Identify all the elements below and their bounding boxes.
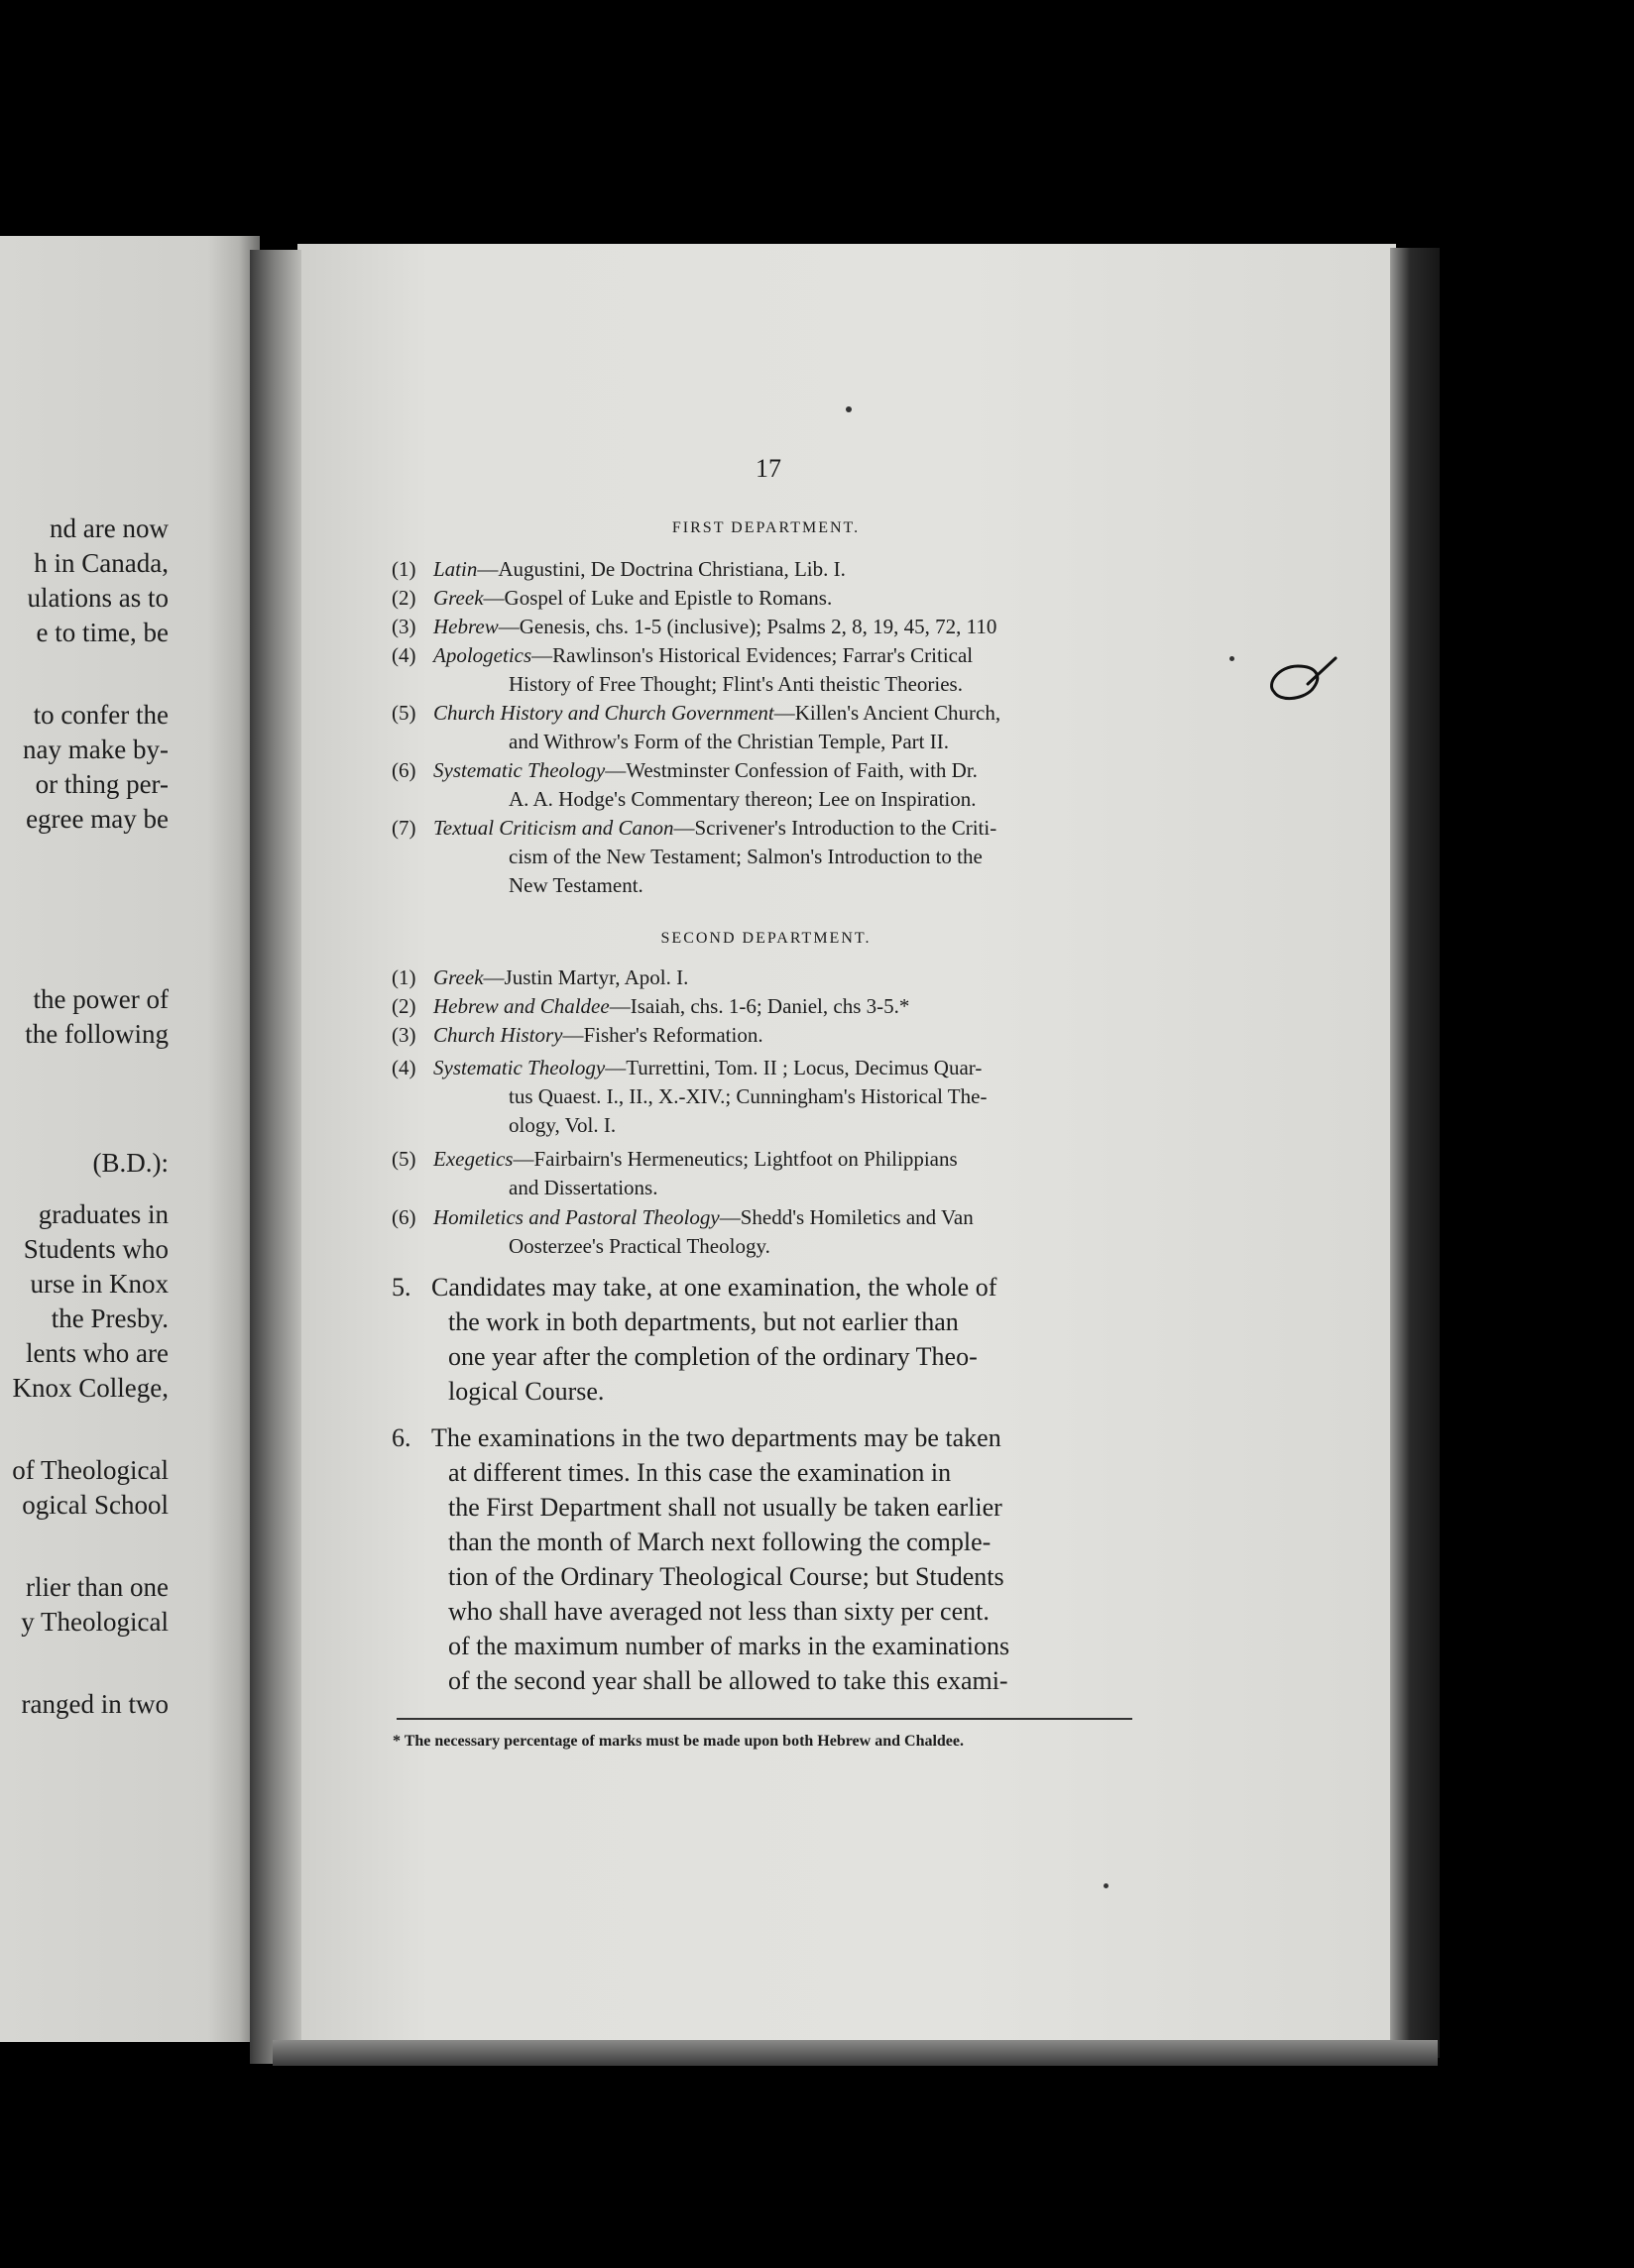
left-line: h in Canada, xyxy=(34,548,169,578)
left-line: lents who are xyxy=(26,1338,169,1368)
footnote-rule xyxy=(397,1718,1132,1720)
left-line: rlier than one xyxy=(26,1572,169,1602)
left-line: ulations as to xyxy=(27,583,169,613)
page-edge xyxy=(1390,248,1440,2058)
left-line: the following xyxy=(25,1019,169,1049)
left-line: the power of xyxy=(33,984,169,1014)
second-department-heading: SECOND DEPARTMENT. xyxy=(660,930,872,947)
left-line: nay make by- xyxy=(23,735,169,764)
left-line: nd are now xyxy=(50,513,169,543)
first-dept-item: (6) Systematic Theology—Westminster Confession of Faith, with Dr. A. A. Hodge's Commentary thereon; Lee on Inspiration. xyxy=(392,758,978,811)
left-line: urse in Knox xyxy=(30,1269,169,1299)
handwritten-mark-icon xyxy=(1264,654,1343,714)
second-dept-item: (6) Homiletics and Pastoral Theology—Shedd's Homiletics and Van Oosterzee's Practical Theology. xyxy=(392,1205,974,1258)
left-line: (B.D.): xyxy=(92,1148,169,1178)
first-department-heading: FIRST DEPARTMENT. xyxy=(671,519,861,536)
left-line: e to time, be xyxy=(36,618,169,647)
second-dept-item: (3) Church History—Fisher's Reformation. xyxy=(392,1023,763,1047)
first-dept-item: (2) Greek—Gospel of Luke and Epistle to Romans. xyxy=(392,586,833,610)
left-line: egree may be xyxy=(26,804,169,834)
left-line: or thing per- xyxy=(35,769,169,799)
paragraph-5: 5. Candidates may take, at one examination, the whole of the work in both departments, but not earlier than one year after the completion of the ordinary Theo- logical Course. xyxy=(392,1273,997,1406)
second-dept-item: (2) Hebrew and Chaldee—Isaiah, chs. 1-6; Daniel, chs 3-5.* xyxy=(392,994,910,1018)
left-page-text xyxy=(0,236,169,2042)
left-line: graduates in xyxy=(38,1199,169,1229)
footnote: * The necessary percentage of marks must be made upon both Hebrew and Chaldee. xyxy=(393,1733,965,1750)
left-line: of Theological xyxy=(12,1455,169,1485)
ink-spot xyxy=(846,406,852,412)
right-page xyxy=(297,244,1396,2040)
second-dept-item: (5) Exegetics—Fairbairn's Hermeneutics; Lightfoot on Philippians and Dissertations. xyxy=(392,1147,958,1199)
second-dept-item: (1) Greek—Justin Martyr, Apol. I. xyxy=(392,965,689,989)
ink-spot xyxy=(1229,656,1234,661)
left-line: the Presby. xyxy=(51,1304,169,1333)
first-dept-item: (4) Apologetics—Rawlinson's Historical Evidences; Farrar's Critical History of Free Thought; Flint's Anti theistic Theories. xyxy=(392,643,974,696)
left-line: ranged in two xyxy=(21,1689,169,1719)
second-dept-item: (4) Systematic Theology—Turrettini, Tom. II ; Locus, Decimus Quar- tus Quaest. I., II., X.-XIV.; Cunningham's Historical The- ology, Vol. I. xyxy=(392,1056,988,1137)
left-line: y Theological xyxy=(21,1607,169,1637)
book-spine xyxy=(250,250,301,2064)
first-dept-item: (5) Church History and Church Government—Killen's Ancient Church, and Withrow's Form of the Christian Temple, Part II. xyxy=(392,701,1001,753)
first-dept-item: (3) Hebrew—Genesis, chs. 1-5 (inclusive); Psalms 2, 8, 19, 45, 72, 110 xyxy=(392,615,997,638)
first-dept-item: (1) Latin—Augustini, De Doctrina Christiana, Lib. I. xyxy=(392,557,846,581)
left-line: to confer the xyxy=(33,700,169,730)
ink-spot xyxy=(1104,1883,1109,1888)
page-number: 17 xyxy=(756,454,781,483)
left-line: Students who xyxy=(23,1234,169,1264)
left-line: ogical School xyxy=(22,1490,169,1520)
left-line: Knox College, xyxy=(12,1373,169,1403)
first-dept-item: (7) Textual Criticism and Canon—Scrivener's Introduction to the Criti- cism of the New Testament; Salmon's Introduction to the New Testament. xyxy=(392,816,997,897)
left-page xyxy=(0,236,260,2042)
book-cover-edge xyxy=(273,2040,1438,2066)
paragraph-6: 6. The examinations in the two departments may be taken at different times. In this case the examination in the First Department shall not usually be taken earlier than the month of March next following the comple- tion of the Ordinary Theological Course; but Students who shall have averaged not less than sixty per cent. of the maximum number of marks in the examinations of the second year shall be allowed to take this exami- xyxy=(392,1423,1010,1695)
